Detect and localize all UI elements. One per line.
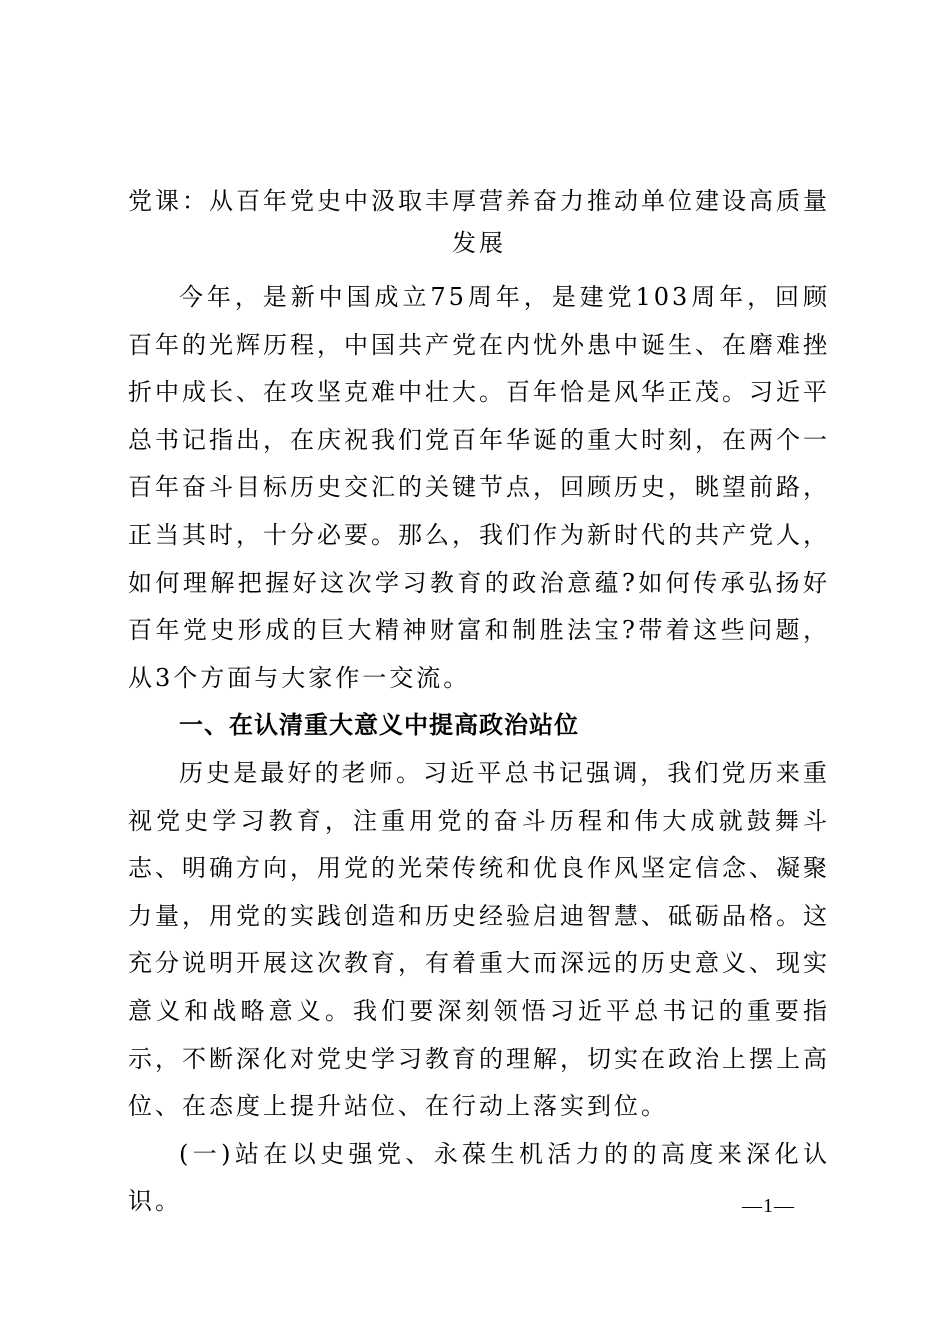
page-number: —1— xyxy=(742,1195,795,1217)
subsection-one-heading: (一)站在以史强党、永葆生机活力的的高度来深化认识。 xyxy=(128,1139,830,1216)
section-one-paragraph: 历史是最好的老师。习近平总书记强调，我们党历来重视党史学习教育，注重用党的奋斗历程和伟大成就鼓舞斗志、明确方向，用党的光荣传统和优良作风坚定信念、凝聚力量，用党的实践创造和历史经验启迪智慧、砥砺品格。这充分说明开展这次教育，有着重大而深远的历史意义、现实意义和战略意义。我们要深刻领悟习近平总书记的重要指示，不断深化对党史学习教育的理解，切实在政治上摆上高位、在态度上提升站位、在行动上落实到位。 xyxy=(128,758,830,1121)
document-body xyxy=(128,274,830,1226)
section-one-heading: 一、在认清重大意义中提高政治站位 xyxy=(179,711,579,740)
document-title: 党课：从百年党史中汲取丰厚营养奋力推动单位建设高质量发展 xyxy=(128,187,830,257)
intro-paragraph: 今年，是新中国成立75周年，是建党103周年，回顾百年的光辉历程，中国共产党在内忧外患中诞生、在磨难挫折中成长、在攻坚克难中壮大。百年恰是风华正茂。习近平总书记指出，在庆祝我们党百年华诞的重大时刻，在两个一百年奋斗目标历史交汇的关键节点，回顾历史，眺望前路，正当其时，十分必要。那么，我们作为新时代的共产党人，如何理解把握好这次学习教育的政治意蕴?如何传承弘扬好百年党史形成的巨大精神财富和制胜法宝?带着这些问题，从3个方面与大家作一交流。 xyxy=(128,283,830,692)
